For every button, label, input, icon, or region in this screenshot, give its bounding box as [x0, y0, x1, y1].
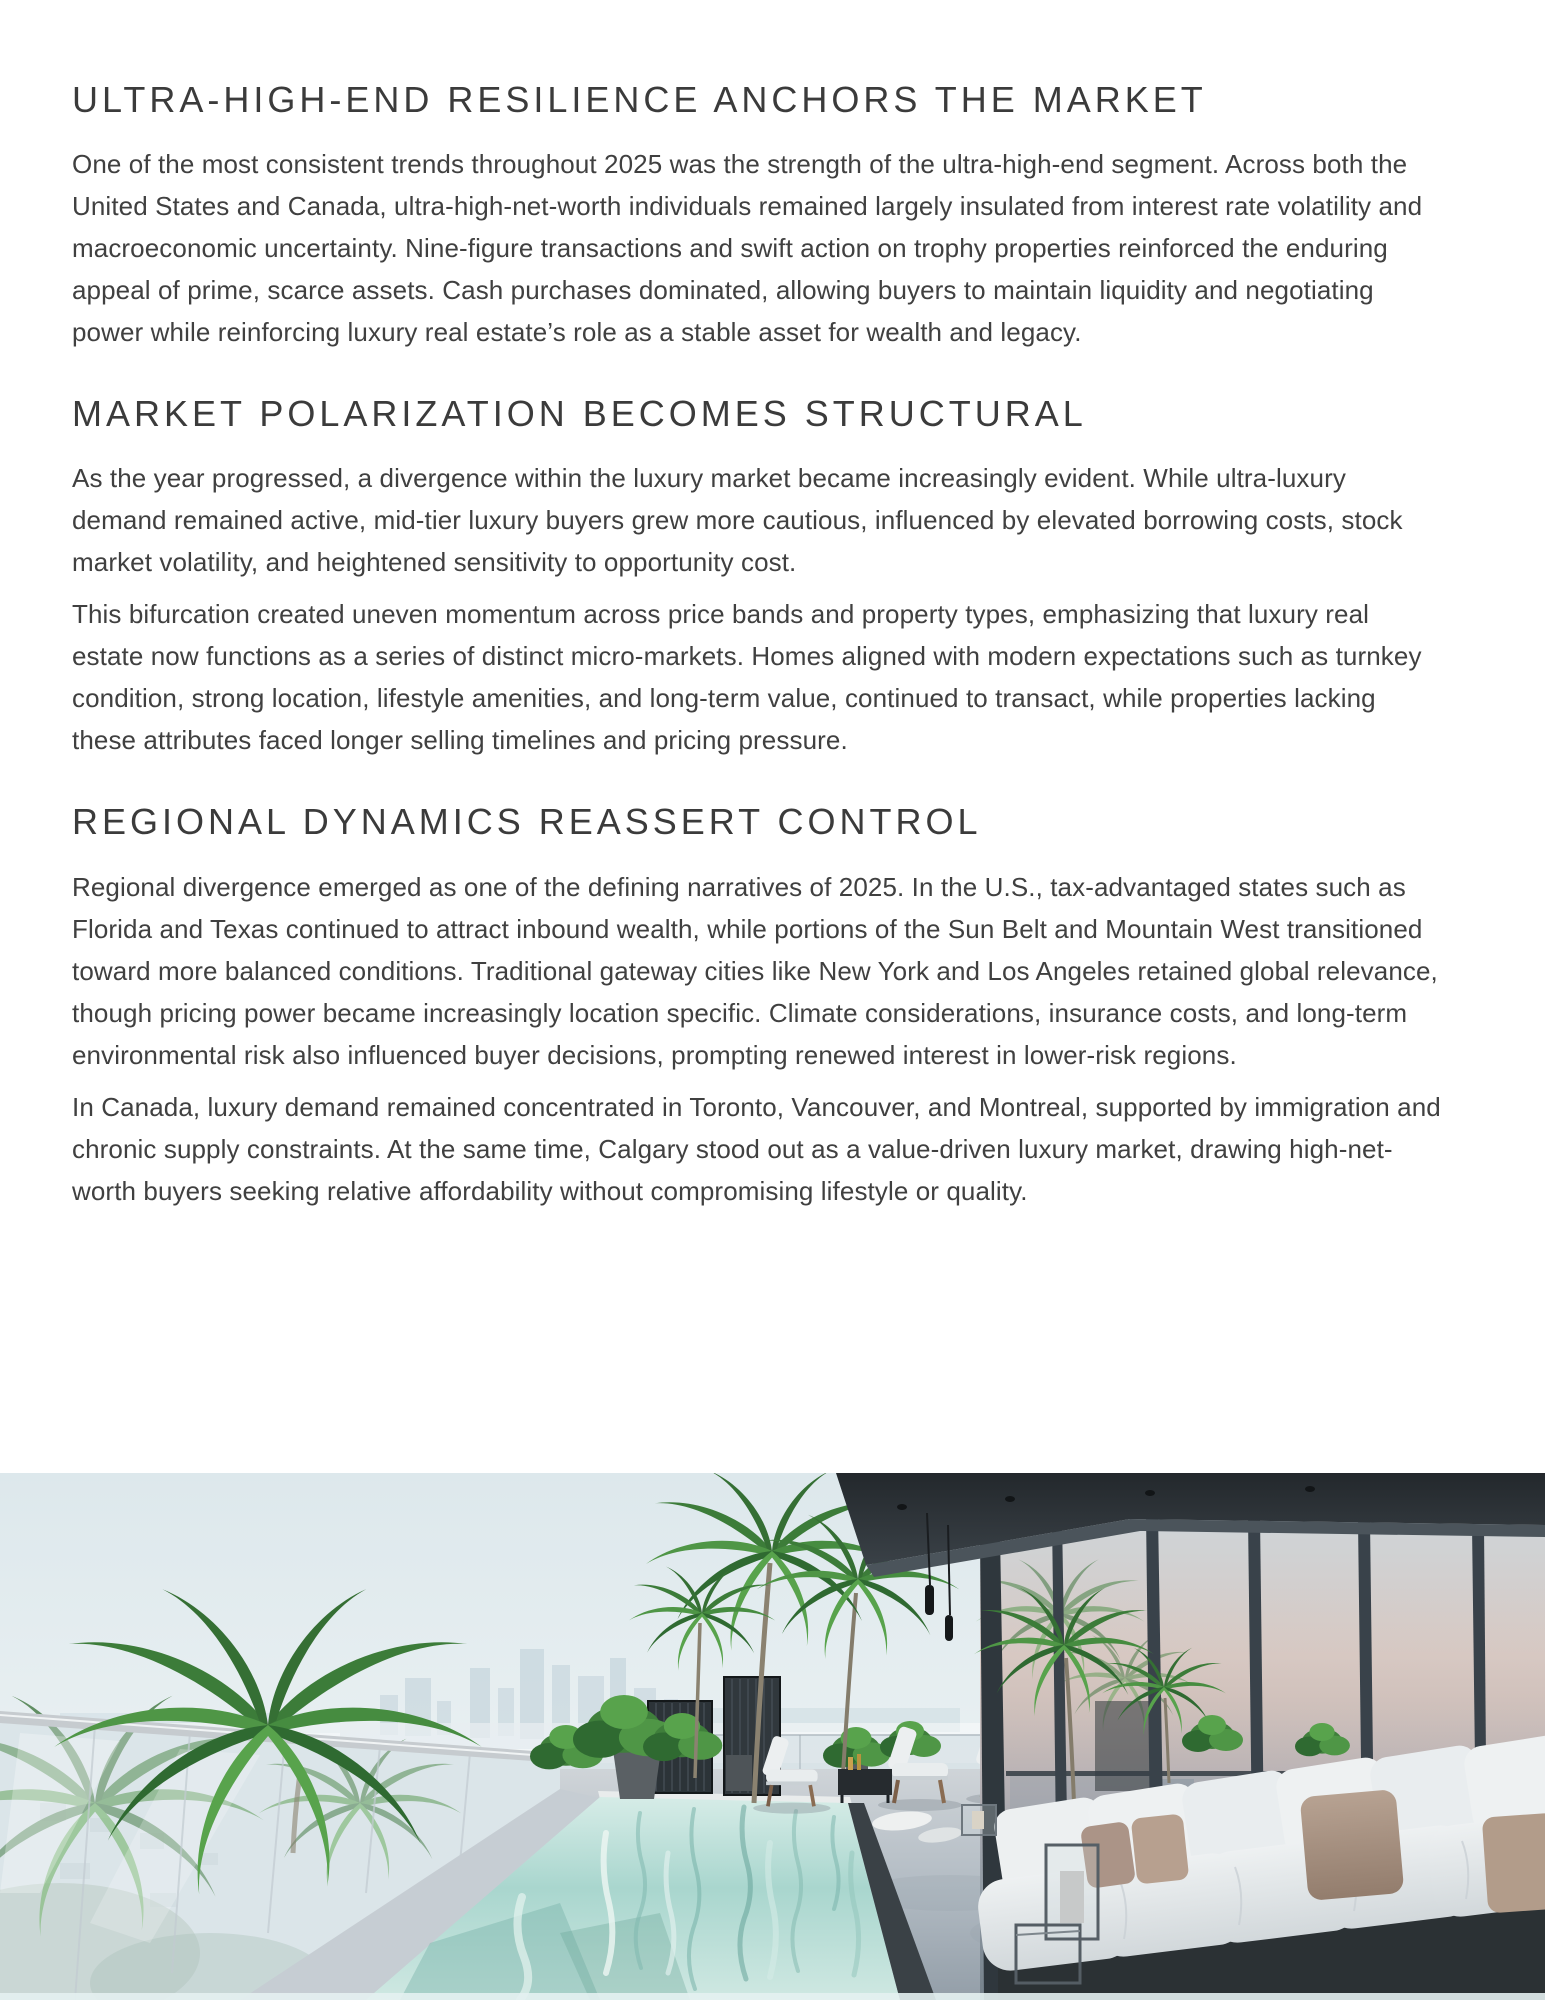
section-heading: ULTRA-HIGH-END RESILIENCE ANCHORS THE MARKET	[72, 79, 1207, 120]
article-body	[72, 0, 1446, 1251]
section-heading: REGIONAL DYNAMICS REASSERT CONTROL	[72, 801, 982, 843]
paragraph: This bifurcation created uneven momentum across price bands and property types, emphasizing that luxury real estate now functions as a series of distinct micro-markets. Homes aligned with modern expectations such as turnkey condition, strong location, lifestyle amenities, and long-term value, continued to transact, while properties lacking these attributes faced longer selling timelines and pricing pressure.	[72, 599, 1422, 756]
paragraph: As the year progressed, a divergence within the luxury market became increasingly evident. While ultra-luxury demand remained active, mid-tier luxury buyers grew more cautious, influenced by elevated borrowing costs, stock market volatility, and heightened sensitivity to opportunity cost.	[72, 463, 1403, 578]
photo-bottom-edge	[0, 1993, 1545, 2000]
paragraph: In Canada, luxury demand remained concentrated in Toronto, Vancouver, and Montreal, supported by immigration and chronic supply constraints. At the same time, Calgary stood out as a value-driven luxury market, drawing high-net-worth buyers seeking relative affordability without compromising lifestyle or quality.	[72, 1091, 1441, 1206]
section-ultra-high-end	[72, 78, 1446, 353]
section-regional-dynamics	[72, 800, 1446, 1211]
paragraph: Regional divergence emerged as one of the defining narratives of 2025. In the U.S., tax-advantaged states such as Florida and Texas continued to attract inbound wealth, while portions of the Sun Belt and Mountain West transitioned toward more balanced conditions. Traditional gateway cities like New York and Los Angeles retained global relevance, though pricing power became increasingly location specific. Climate considerations, insurance costs, and long-term environmental risk also influenced buyer decisions, prompting renewed interest in lower-risk regions.	[72, 871, 1438, 1070]
section-heading: MARKET POLARIZATION BECOMES STRUCTURAL	[72, 393, 1087, 435]
section-market-polarization	[72, 392, 1446, 761]
rooftop-pool-photo	[0, 1473, 1545, 2000]
paragraph: One of the most consistent trends throughout 2025 was the strength of the ultra-high-end segment. Across both the United States and Canada, ultra-high-net-worth individuals remained largely insulated from interest rate volatility and macroeconomic uncertainty. Nine-figure transactions and swift action on trophy properties reinforced the enduring appeal of prime, scarce assets. Cash purchases dominated, allowing buyers to maintain liquidity and negotiating power while reinforcing luxury real estate’s role as a stable asset for wealth and legacy.	[72, 149, 1423, 348]
